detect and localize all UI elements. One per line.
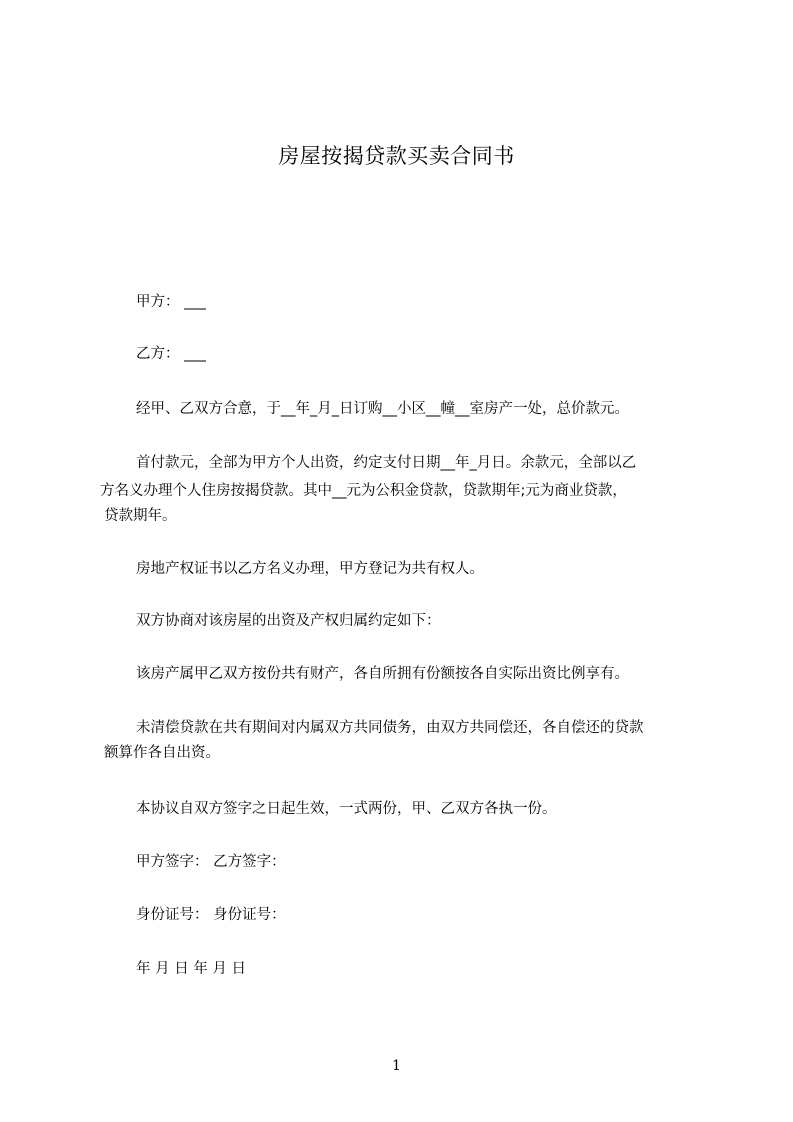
agreement-intro-paragraph: 双方协商对该房屋的出资及产权归属约定如下： <box>136 613 441 629</box>
purchase-paragraph: 经甲、乙双方合意，于__年_月_日订购__小区__幢__室房产一处，总价款元。 <box>136 401 629 417</box>
page-number: 1 <box>392 1058 401 1074</box>
party-a-line: 甲方： ___ <box>136 294 206 310</box>
id-number-line: 身份证号： 身份证号： <box>136 907 286 923</box>
payment-paragraph-line-1: 首付款元，全部为甲方个人出资，约定支付日期__年_月日。余款元，全部以乙 <box>136 455 637 471</box>
payment-paragraph-line-3: 贷款期年。 <box>104 508 177 524</box>
debt-paragraph-line-1: 未清偿贷款在共有期间对内属双方共同债务，由双方共同偿还，各自偿还的贷款 <box>136 720 644 736</box>
payment-paragraph-line-2: 方名义办理个人住房按揭贷款。其中__元为公积金贷款，贷款期年;元为商业贷款， <box>100 483 627 499</box>
debt-paragraph-line-2: 额算作各自出资。 <box>104 745 220 761</box>
party-b-line: 乙方： ___ <box>136 346 206 362</box>
certificate-paragraph: 房地产权证书以乙方名义办理，甲方登记为共有权人。 <box>136 561 484 577</box>
ownership-paragraph: 该房产属甲乙双方按份共有财产，各自所拥有份额按各自实际出资比例享有。 <box>136 666 629 682</box>
effective-paragraph: 本协议自双方签字之日起生效，一式两份，甲、乙双方各执一份。 <box>136 801 557 817</box>
date-line: 年 月 日 年 月 日 <box>136 961 247 977</box>
signature-line: 甲方签字： 乙方签字： <box>136 854 286 870</box>
document-title: 房屋按揭贷款买卖合同书 <box>278 144 515 168</box>
